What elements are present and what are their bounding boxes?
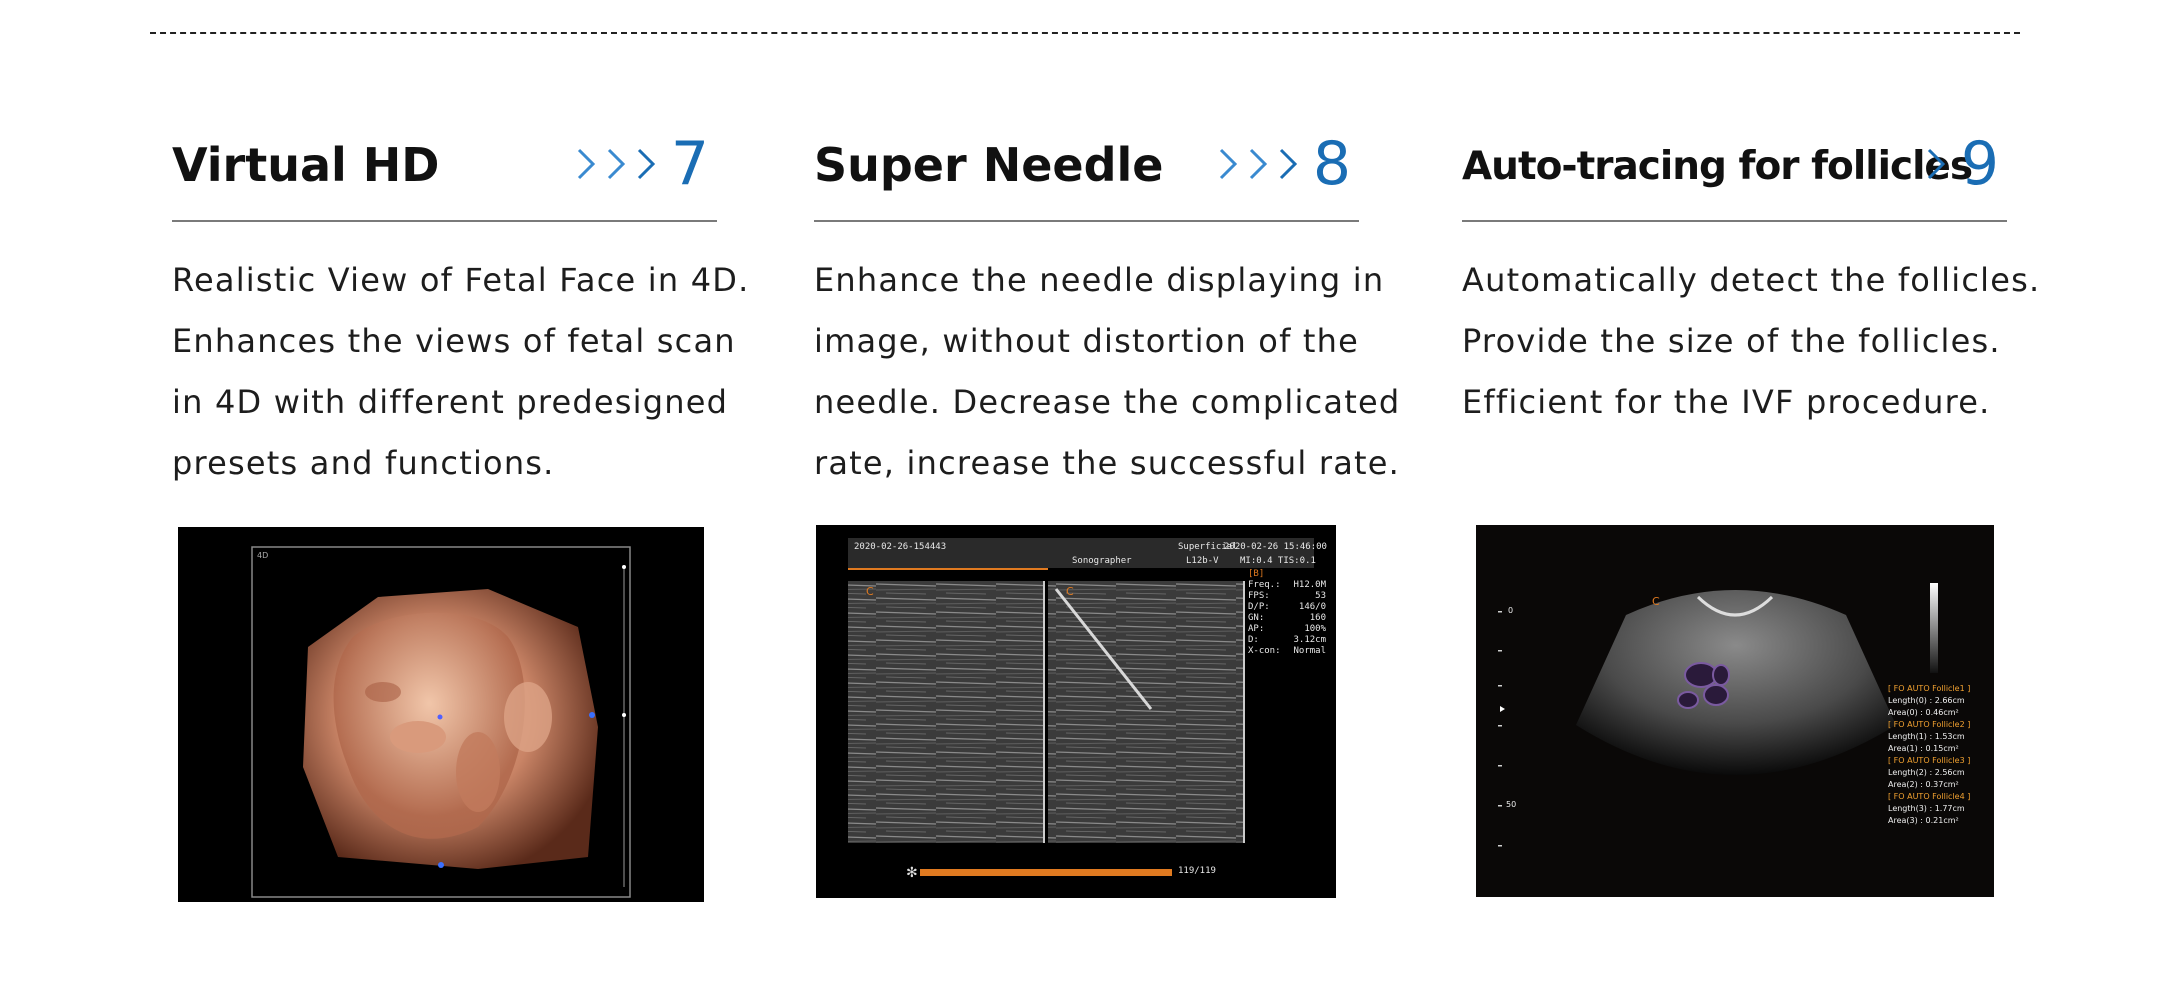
feature-header bbox=[172, 130, 717, 222]
follicle-title: [ FO AUTO Follicle4 ] bbox=[1888, 792, 1971, 801]
preset-label: Superficial bbox=[1178, 542, 1238, 552]
frame-counter: 119/119 bbox=[1178, 866, 1216, 876]
feature-number-badge bbox=[1923, 129, 1999, 199]
svg-text:✻: ✻ bbox=[906, 865, 918, 881]
feature-number: 9 bbox=[1960, 129, 1999, 199]
feature-description bbox=[172, 250, 750, 494]
follicle-area: Area(3) : 0.21cm² bbox=[1888, 816, 1959, 825]
chevron-right-icon bbox=[1275, 142, 1303, 186]
chevron-right-icon bbox=[1215, 142, 1243, 186]
feature-title: Super Needle bbox=[814, 138, 1164, 192]
follicle-title: [ FO AUTO Follicle3 ] bbox=[1888, 756, 1971, 765]
description-line: Enhance the needle displaying in bbox=[814, 261, 1385, 299]
feature-super-needle bbox=[814, 129, 1401, 494]
feature-number-badge bbox=[573, 129, 709, 199]
chevron-right-icon bbox=[1245, 142, 1273, 186]
follicle-length: Length(0) : 2.66cm bbox=[1888, 696, 1965, 705]
feature-title: Virtual HD bbox=[172, 138, 440, 192]
feature-header bbox=[1462, 130, 2007, 222]
feature-number: 8 bbox=[1312, 129, 1351, 199]
operator-label: Sonographer bbox=[1072, 556, 1132, 566]
feature-virtual-hd bbox=[172, 129, 750, 494]
probe-label: L12b-V bbox=[1186, 556, 1219, 566]
feature-auto-tracing-follicles bbox=[1462, 129, 2041, 433]
cine-progress-fill bbox=[920, 869, 1172, 876]
scan-parameters: Freq.: H12.0M FPS: 53 D/P: 146/0 GN: 160 AP: 100% D: 3.12cm X-con: Normal bbox=[1248, 580, 1326, 656]
top-dashed-divider bbox=[150, 32, 2020, 34]
description-line: Realistic View of Fetal Face in 4D. bbox=[172, 261, 750, 299]
fetal-face-4d-image bbox=[178, 527, 704, 902]
svg-text:C: C bbox=[1652, 595, 1660, 608]
corner-label: 4D bbox=[257, 551, 269, 560]
feature-number-badge bbox=[1215, 129, 1351, 199]
feature-title: Auto-tracing for follicles bbox=[1462, 144, 1973, 189]
description-line: Enhances the views of fetal scan bbox=[172, 322, 736, 360]
follicle-area: Area(2) : 0.37cm² bbox=[1888, 780, 1959, 789]
follicle-measurements bbox=[1888, 683, 1970, 827]
depth-mid: 50 bbox=[1506, 800, 1517, 809]
svg-text:C: C bbox=[1066, 585, 1074, 598]
follicle-ultrasound-image bbox=[1476, 525, 1994, 897]
description-line: needle. Decrease the complicated bbox=[814, 383, 1401, 421]
feature-header bbox=[814, 130, 1359, 222]
follicle-title: [ FO AUTO Follicle2 ] bbox=[1888, 720, 1971, 729]
needle-ultrasound-image bbox=[816, 525, 1336, 898]
datetime-label: 2020-02-26 15:46:00 bbox=[1224, 542, 1327, 552]
description-line: image, without distortion of the bbox=[814, 322, 1360, 360]
description-line: in 4D with different predesigned bbox=[172, 383, 729, 421]
chevron-right-icon bbox=[573, 142, 601, 186]
follicle-area: Area(1) : 0.15cm² bbox=[1888, 744, 1959, 753]
description-line: presets and functions. bbox=[172, 444, 555, 482]
depth-top: 0 bbox=[1508, 606, 1514, 615]
follicle-length: Length(3) : 1.77cm bbox=[1888, 804, 1965, 813]
follicle-area: Area(0) : 0.46cm² bbox=[1888, 708, 1959, 717]
feature-description bbox=[814, 250, 1401, 494]
description-line: Provide the size of the follicles. bbox=[1462, 322, 2001, 360]
follicle-length: Length(1) : 1.53cm bbox=[1888, 732, 1965, 741]
follicle-length: Length(2) : 2.56cm bbox=[1888, 768, 1965, 777]
chevron-right-icon bbox=[633, 142, 661, 186]
chevron-right-icon bbox=[603, 142, 631, 186]
mode-badge: [B] bbox=[1248, 569, 1265, 579]
feature-number: 7 bbox=[670, 129, 709, 199]
description-line: Automatically detect the follicles. bbox=[1462, 261, 2041, 299]
svg-text:C: C bbox=[866, 585, 874, 598]
fetal-render-graphic bbox=[178, 527, 704, 902]
indices-label: MI:0.4 TIS:0.1 bbox=[1240, 556, 1316, 566]
description-line: rate, increase the successful rate. bbox=[814, 444, 1401, 482]
follicle-title: [ FO AUTO Follicle1 ] bbox=[1888, 684, 1971, 693]
feature-description bbox=[1462, 250, 2041, 433]
chevron-right-icon bbox=[1923, 142, 1951, 186]
patient-id: 2020-02-26-154443 bbox=[854, 542, 947, 552]
description-line: Efficient for the IVF procedure. bbox=[1462, 383, 1991, 421]
